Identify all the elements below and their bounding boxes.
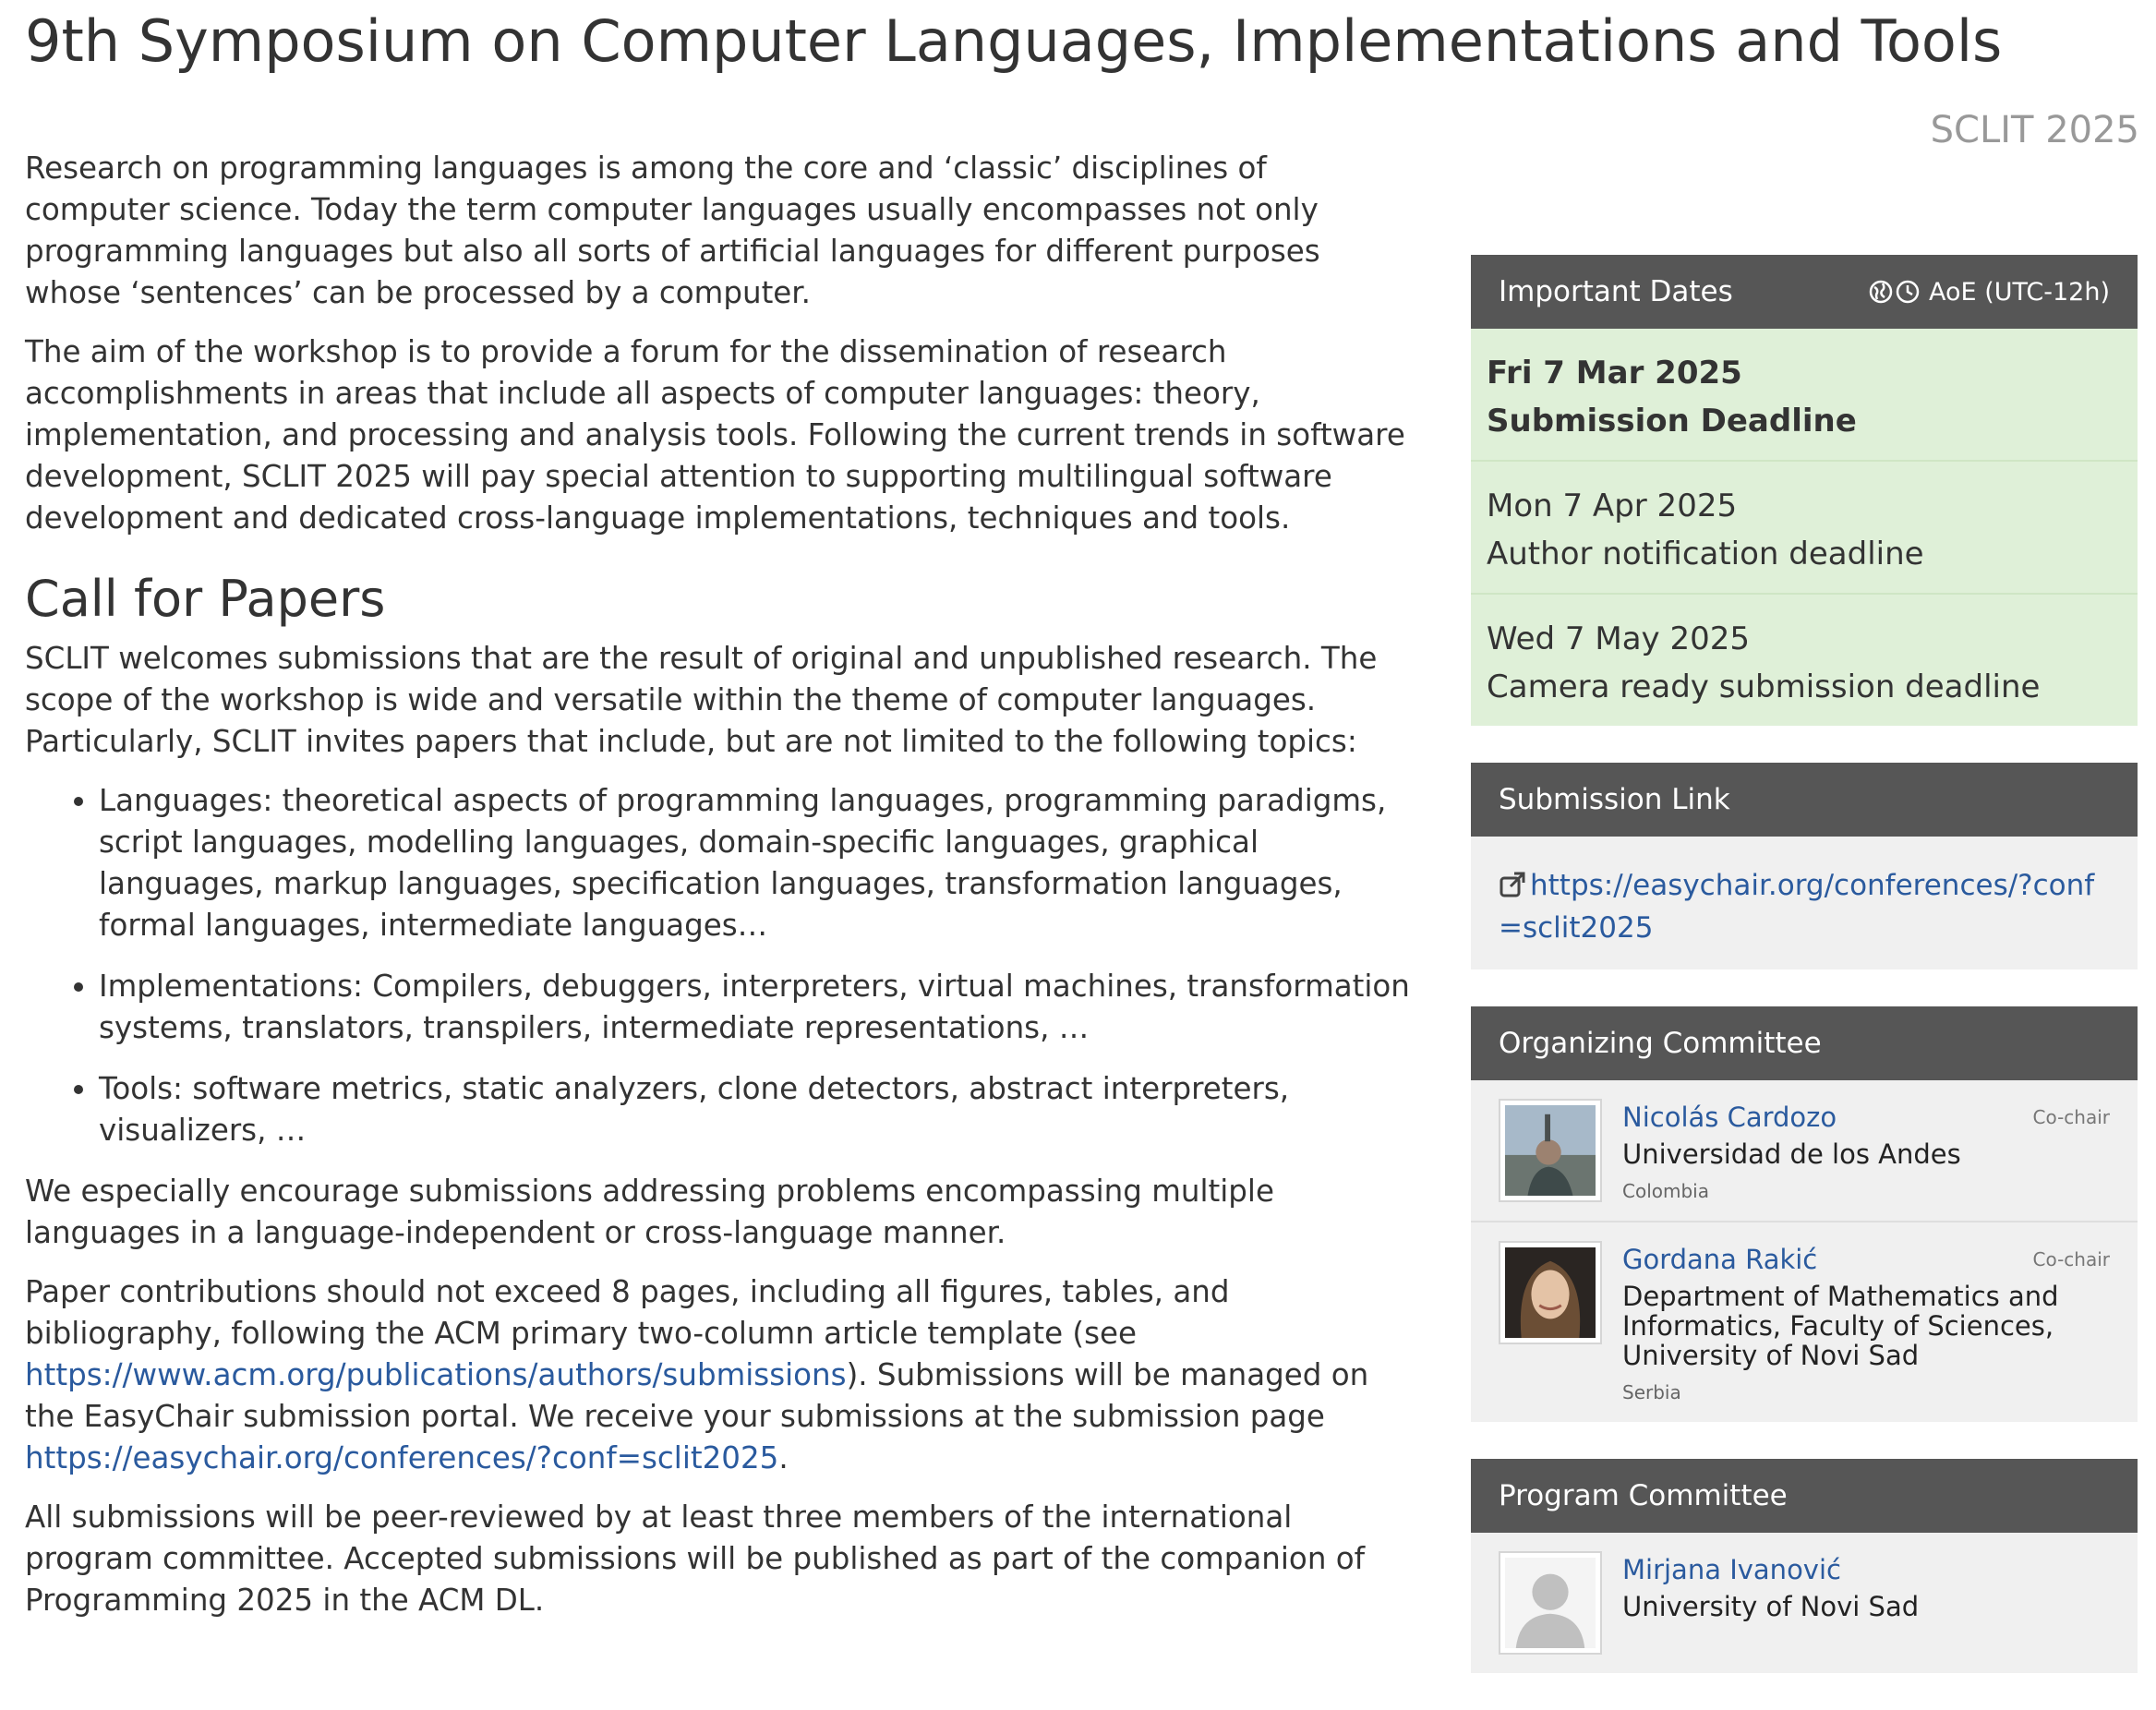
submission-link-header <box>1471 763 2138 837</box>
topic-tools: • Tools: software metrics, static analyzers, clone detectors, abstract interpreters, visualizers, … <box>99 1068 1415 1151</box>
member-role: Co-chair <box>2032 1248 2110 1270</box>
member-name[interactable]: Gordana Rakić <box>1622 1244 1818 1275</box>
date-item <box>1471 595 2138 726</box>
cfp-paragraph-3 <box>25 1271 1415 1479</box>
cfp-p3-text-3: . <box>778 1440 789 1475</box>
date-label: Submission Deadline <box>1487 403 1857 440</box>
topic-implementations: • Implementations: Compilers, debuggers, interpreters, virtual machines, transformation systems, translators, transpilers, intermediate representations, … <box>99 966 1415 1049</box>
program-committee-header <box>1471 1459 2138 1533</box>
clock-icon <box>1896 280 1920 304</box>
date-value: Fri 7 Mar 2025 <box>1487 355 1742 391</box>
program-members <box>1471 1533 2138 1673</box>
cfp-paragraph-4: All submissions will be peer-reviewed by at least three members of the international program committee. Accepted submissions will be published as part of the companion of Programming 2025 in the ACM DL. <box>25 1499 1366 1618</box>
member-country: Colombia <box>1622 1180 1709 1202</box>
organizing-committee-title: Organizing Committee <box>1499 1027 1822 1060</box>
acm-template-link[interactable]: https://www.acm.org/publications/authors/submissions <box>25 1357 847 1392</box>
cfp-paragraph-2: We especially encourage submissions addressing problems encompassing multiple languages in a language-independent or cross-language manner. <box>25 1174 1274 1250</box>
sidebar <box>1471 255 2138 1710</box>
member-affiliation: University of Novi Sad <box>1622 1591 1920 1622</box>
program-committee-panel <box>1471 1459 2138 1673</box>
main-content <box>25 148 1415 1639</box>
member-name[interactable]: Nicolás Cardozo <box>1622 1102 1837 1133</box>
avatar[interactable] <box>1499 1241 1602 1344</box>
intro-paragraph-1: Research on programming languages is among the core and ‘classic’ disciplines of computer science. Today the term computer languages usually encompasses not only programming languages but also all sorts of artificial languages for different purposes whose ‘sentences’ can be processed by a computer. <box>25 151 1320 310</box>
submission-link-body <box>1471 837 2138 969</box>
organizing-committee-panel <box>1471 1006 2138 1422</box>
conference-acronym: SCLIT 2025 <box>1930 109 2139 151</box>
important-dates-panel <box>1471 255 2138 726</box>
external-link-icon <box>1499 871 1526 898</box>
submission-link-panel <box>1471 763 2138 969</box>
member-card <box>1471 1080 2138 1222</box>
organizing-members <box>1471 1080 2138 1422</box>
member-affiliation: Department of Mathematics and Informatics, Faculty of Sciences, University of Novi Sad <box>1622 1281 2059 1371</box>
avatar[interactable] <box>1499 1099 1602 1202</box>
date-label: Author notification deadline <box>1487 536 1924 572</box>
member-name[interactable]: Mirjana Ivanović <box>1622 1554 1841 1585</box>
avatar[interactable] <box>1499 1551 1602 1655</box>
topic-languages: • Languages: theoretical aspects of programming languages, programming paradigms, script languages, modelling languages, domain-specific languages, graphical languages, markup languages, specification languages, transformation languages, formal languages, intermediate languages… <box>99 780 1415 946</box>
program-committee-title: Program Committee <box>1499 1479 1788 1512</box>
cfp-paragraph-1: SCLIT welcomes submissions that are the result of original and unpublished research. The scope of the workshop is wide and versatile within the theme of computer languages. Particularly, SCLIT invites papers that include, but are not limited to the following topics: <box>25 641 1378 759</box>
date-value: Mon 7 Apr 2025 <box>1487 488 1738 524</box>
submission-url-link[interactable]: https://easychair.org/conferences/?conf=sclit2025 <box>1499 869 2095 945</box>
organizing-committee-header <box>1471 1006 2138 1080</box>
date-item <box>1471 462 2138 595</box>
submission-link-title: Submission Link <box>1499 783 1730 816</box>
topic-list <box>25 780 1415 1151</box>
cfp-p3-text-2: ). Submissions will be managed on the EasyChair submission portal. We receive your submissions at the submission page <box>25 1357 1369 1434</box>
timezone-label[interactable] <box>1869 278 2110 307</box>
intro-paragraph-2: The aim of the workshop is to provide a forum for the dissemination of research accomplishments in areas that include all aspects of computer languages: theory, implementation, and processing and analysis tools. Following the current trends in software development, SCLIT 2025 will pay special attention to supporting multilingual software development and dedicated cross-language implementations, techniques and tools. <box>25 334 1405 536</box>
default-avatar-icon <box>1505 1558 1596 1648</box>
profile-photo <box>1505 1105 1596 1196</box>
member-affiliation: Universidad de los Andes <box>1622 1138 1961 1170</box>
member-card <box>1471 1533 2138 1673</box>
date-value: Wed 7 May 2025 <box>1487 620 1750 657</box>
globe-icon <box>1869 280 1893 304</box>
important-dates-title: Important Dates <box>1499 275 1733 308</box>
member-country: Serbia <box>1622 1381 1681 1403</box>
profile-photo <box>1505 1247 1596 1338</box>
date-label: Camera ready submission deadline <box>1487 668 2041 705</box>
date-item <box>1471 329 2138 462</box>
timezone-text: AoE (UTC-12h) <box>1929 277 2110 307</box>
easychair-inline-link[interactable]: https://easychair.org/conferences/?conf=sclit2025 <box>25 1440 779 1475</box>
cfp-p3-text-1: Paper contributions should not exceed 8 pages, including all figures, tables, and bibliography, following the ACM primary two-column article template (see <box>25 1274 1230 1351</box>
member-card <box>1471 1222 2138 1422</box>
dates-list <box>1471 329 2138 726</box>
important-dates-header <box>1471 255 2138 329</box>
page-title: 9th Symposium on Computer Languages, Implementations and Tools <box>25 7 2003 75</box>
cfp-heading: Call for Papers <box>25 570 386 628</box>
member-role: Co-chair <box>2032 1106 2110 1128</box>
